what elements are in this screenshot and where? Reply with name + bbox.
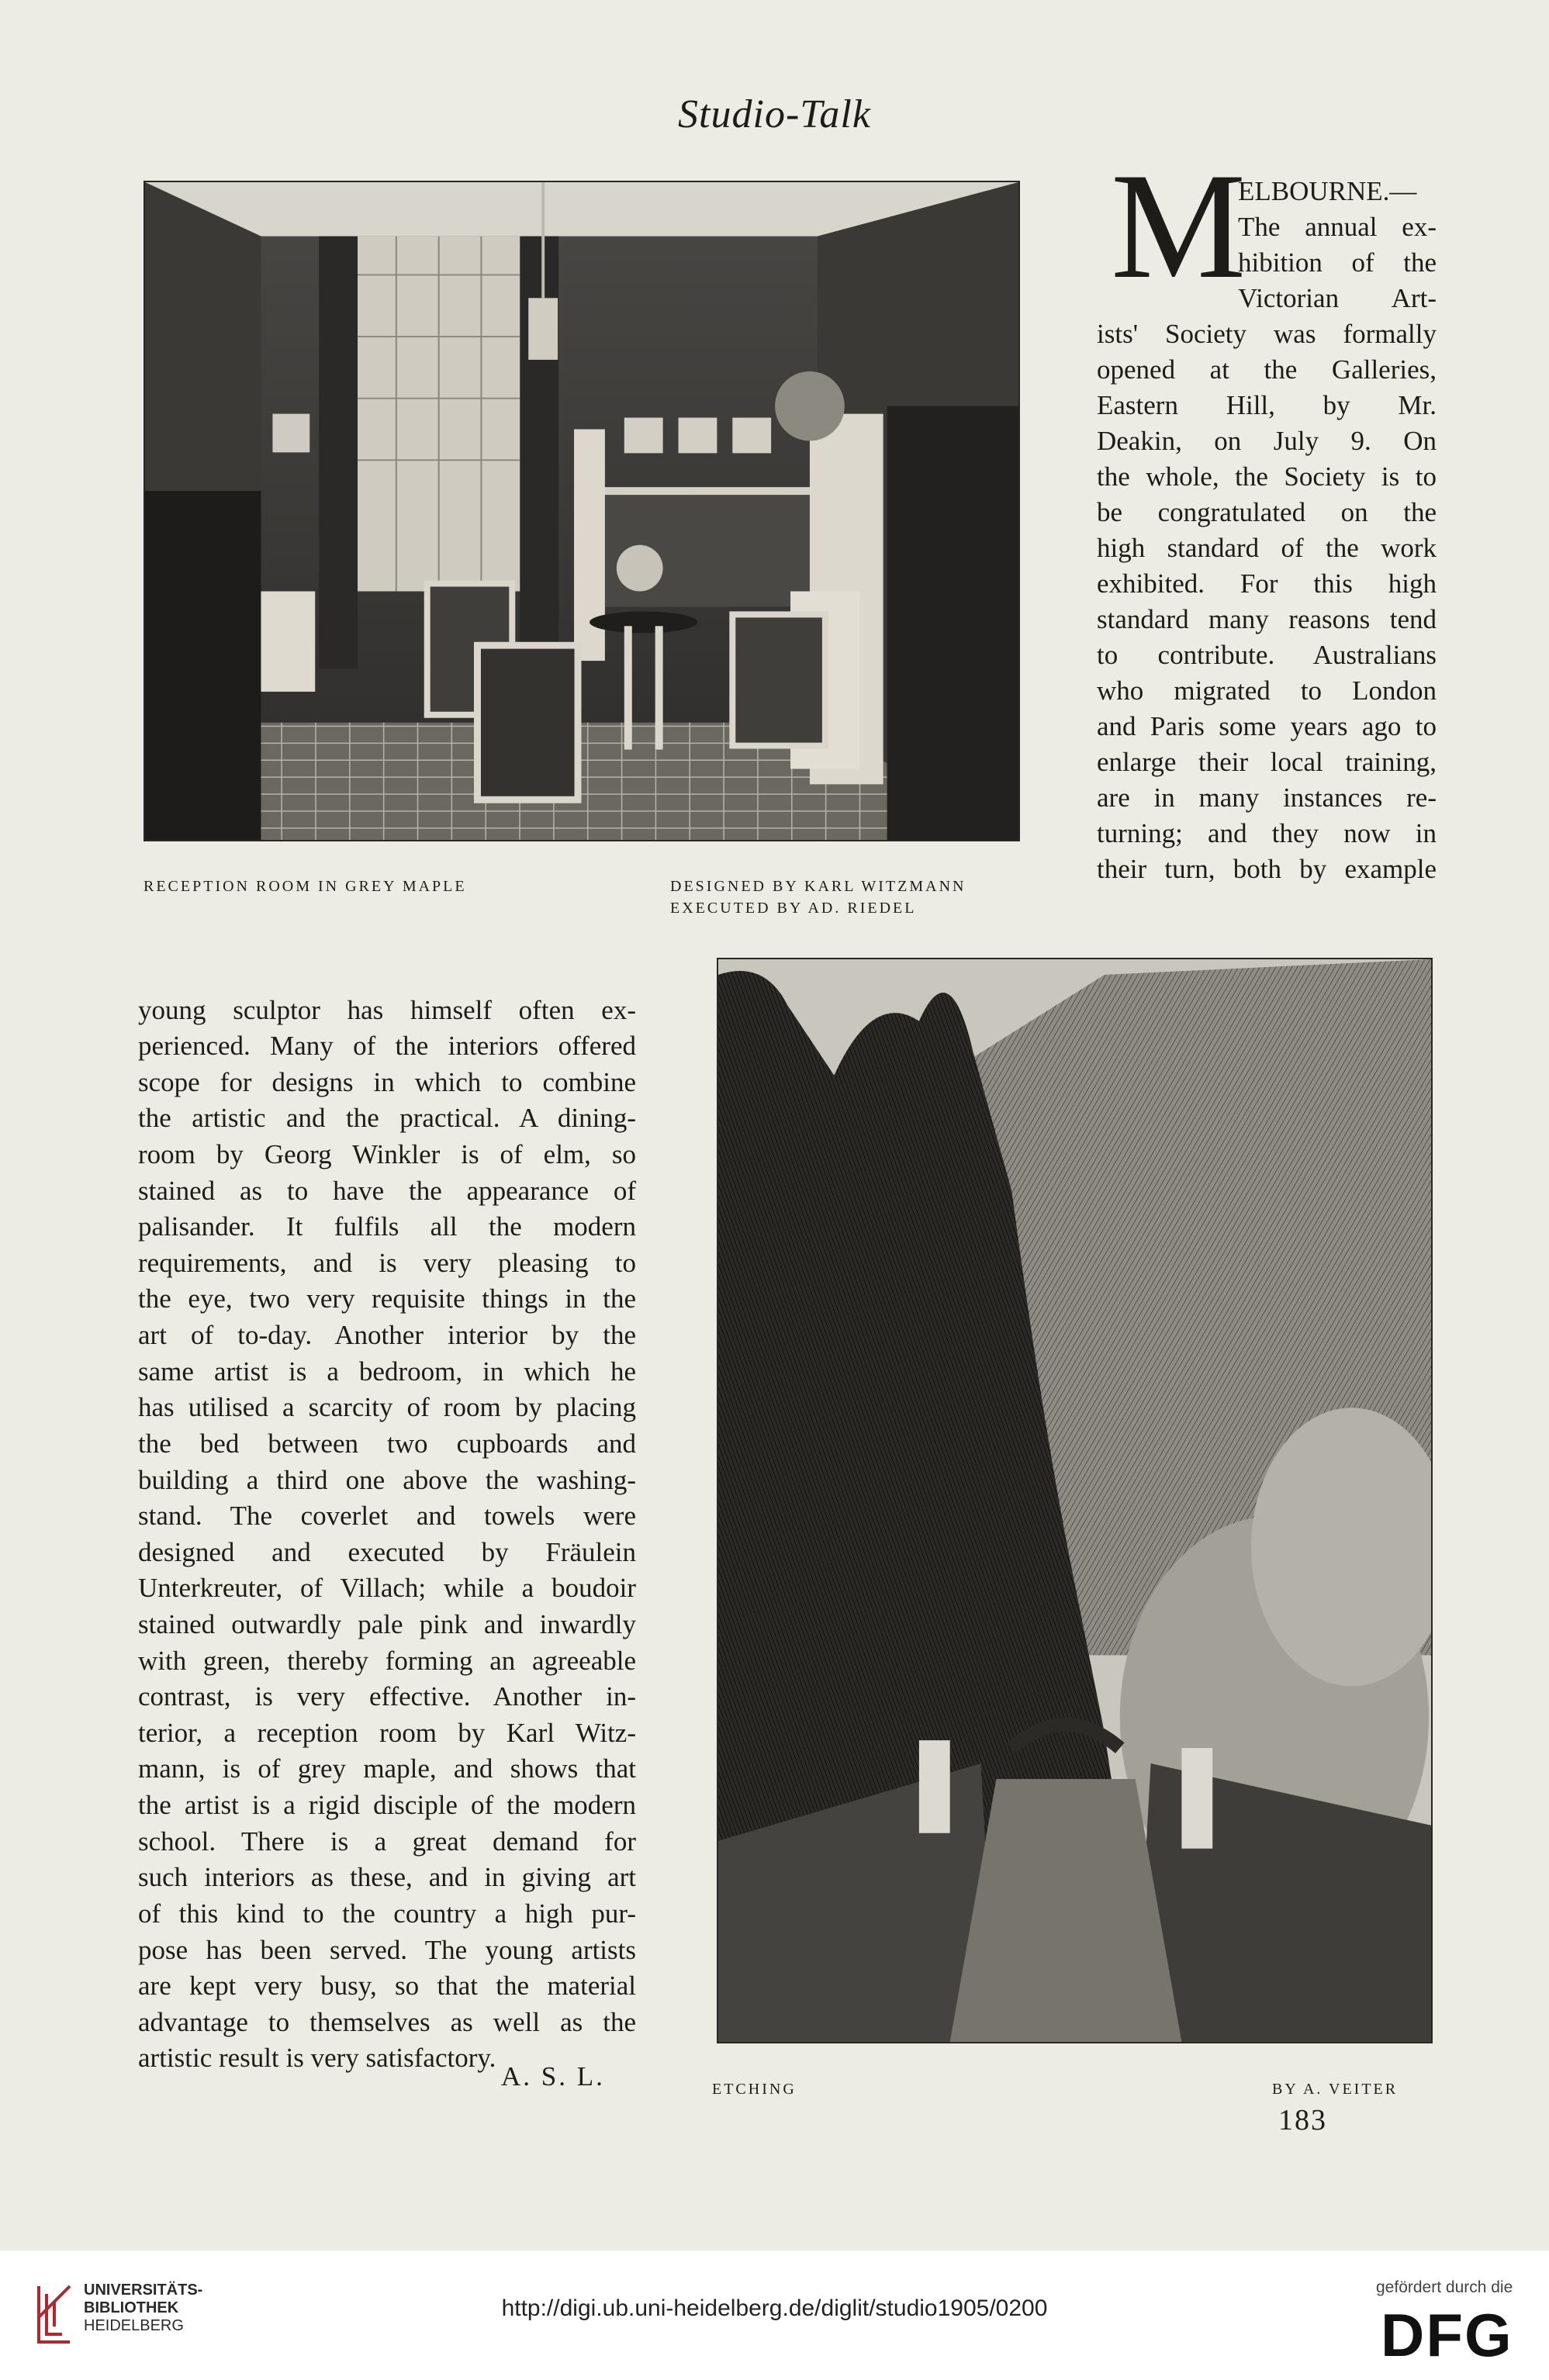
melbourne-line: are in many instances re- (1097, 782, 1437, 813)
plate-1-caption-designer: DESIGNED BY KARL WITZMANN (670, 878, 966, 895)
library-name-line-1: UNIVERSITÄTS- (84, 2282, 203, 2299)
body-line: advantage to themselves as well as the (138, 2007, 636, 2037)
melbourne-line: be congratulated on the (1097, 497, 1437, 527)
body-line: with green, thereby forming an agreeable (138, 1646, 636, 1676)
body-line: Unterkreuter, of Villach; while a boudoir (138, 1573, 636, 1603)
melbourne-line: the whole, the Society is to (1097, 461, 1437, 492)
body-line: contrast, is very effective. Another in- (138, 1681, 636, 1712)
melbourne-line: high standard of the work (1097, 533, 1437, 563)
body-line: art of to-day. Another interior by the (138, 1320, 636, 1350)
melbourne-line: enlarge their local training, (1097, 747, 1437, 777)
plate-2-caption-artist: BY A. VEITER (1272, 2081, 1399, 2098)
melbourne-line: The annual ex- (1238, 212, 1437, 242)
body-line: the eye, two very requisite things in the (138, 1283, 636, 1314)
body-line: such interiors as these, and in giving art (138, 1862, 636, 1892)
body-line: young sculptor has himself often ex- (138, 995, 636, 1025)
etching-illustration (717, 958, 1433, 2043)
body-line: building a third one above the washing- (138, 1465, 636, 1495)
body-line: the artist is a rigid disciple of the modern (138, 1790, 636, 1820)
body-line: terior, a reception room by Karl Witz- (138, 1718, 636, 1748)
body-line: room by Georg Winkler is of elm, so (138, 1139, 636, 1169)
library-name-line-3: HEIDELBERG (84, 2317, 184, 2334)
digitization-footer (0, 2250, 1549, 2380)
melbourne-line: their turn, both by example (1097, 854, 1437, 884)
body-line: same artist is a bedroom, in which he (138, 1356, 636, 1387)
body-line: the artistic and the practical. A dining- (138, 1103, 636, 1133)
melbourne-line: to contribute. Australians (1097, 640, 1437, 670)
body-line: scope for designs in which to combine (138, 1067, 636, 1097)
body-line: designed and executed by Fräulein (138, 1537, 636, 1567)
body-line: artistic result is very satisfactory. (138, 2043, 496, 2073)
body-line: of this kind to the country a high pur- (138, 1898, 636, 1929)
melbourne-line: Victorian Art- (1238, 283, 1437, 313)
sponsor-label: gefördert durch die (1376, 2278, 1513, 2296)
body-line: requirements, and is very pleasing to (138, 1248, 636, 1278)
plate-1-caption-executor: EXECUTED BY AD. RIEDEL (670, 900, 917, 917)
source-url-link[interactable]: http://digi.ub.uni-heidelberg.de/diglit/studio1905/0200 (501, 2295, 1048, 2321)
melbourne-line: Eastern Hill, by Mr. (1097, 390, 1437, 420)
melbourne-line: standard many reasons tend (1097, 604, 1437, 634)
melbourne-line: exhibited. For this high (1097, 568, 1437, 599)
running-title: Studio-Talk (678, 92, 871, 136)
library-name-line-2: BIBLIOTHEK (84, 2299, 179, 2316)
page-number: 183 (1278, 2104, 1327, 2136)
body-line: mann, is of grey maple, and shows that (138, 1753, 636, 1784)
dfg-logo: DFG (1381, 2301, 1513, 2369)
body-line: school. There is a great demand for (138, 1826, 636, 1857)
melbourne-line: opened at the Galleries, (1097, 354, 1437, 385)
body-line: stained outwardly pale pink and inwardly (138, 1609, 636, 1639)
melbourne-line: and Paris some years ago to (1097, 711, 1437, 741)
body-line: stained as to have the appearance of (138, 1176, 636, 1206)
melbourne-line: Deakin, on July 9. On (1097, 426, 1437, 456)
author-signature: A. S. L. (501, 2061, 605, 2092)
plate-2-caption-title: ETCHING (712, 2081, 797, 2098)
melbourne-line: who migrated to London (1097, 675, 1437, 706)
body-line: pose has been served. The young artists (138, 1935, 636, 1965)
body-line: stand. The coverlet and towels were (138, 1501, 636, 1531)
reception-room-photograph (143, 181, 1020, 841)
body-line: has utilised a scarcity of room by placing (138, 1392, 636, 1422)
plate-1-caption-title: RECEPTION ROOM IN GREY MAPLE (143, 878, 467, 895)
melbourne-line: turning; and they now in (1097, 818, 1437, 848)
melbourne-line: hibition of the (1238, 247, 1437, 278)
drop-cap: M (1111, 142, 1246, 310)
melbourne-line: ists' Society was formally (1097, 319, 1437, 349)
body-line: perienced. Many of the interiors offered (138, 1031, 636, 1061)
body-line: the bed between two cupboards and (138, 1428, 636, 1459)
body-line: are kept very busy, so that the material (138, 1971, 636, 2001)
body-line: palisander. It fulfils all the modern (138, 1211, 636, 1242)
melbourne-line: ELBOURNE.— (1238, 176, 1417, 206)
